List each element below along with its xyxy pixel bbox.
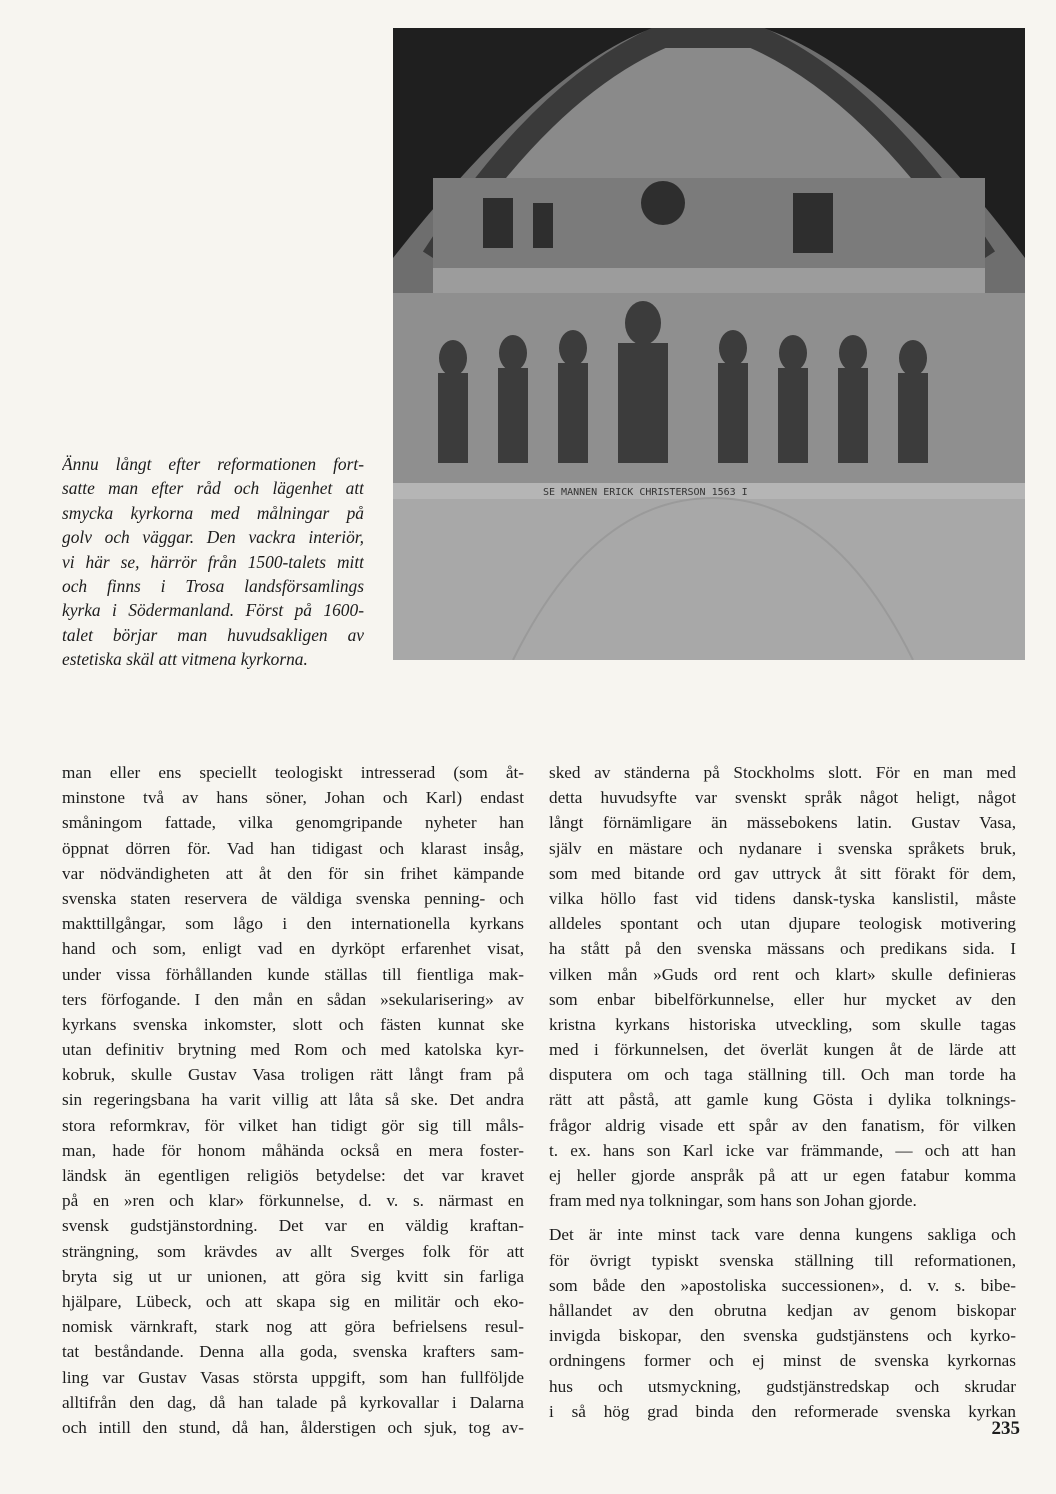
text-line: t. ex. hans son Karl icke var främmande, — och att han (549, 1140, 1016, 1160)
photo-caption (62, 452, 364, 672)
text-line: för övrigt typiskt svenska ställning till reformationen, (549, 1250, 1016, 1270)
text-line: rätt att påstå, att gamle kung Gösta i dylika tolknings- (549, 1090, 1016, 1110)
text-line: disputera om och taga ställning till. Och man torde ha (549, 1065, 1016, 1085)
text-line: tat beståndande. Denna alla goda, svenska krafters sam- (62, 1342, 524, 1362)
text-line: sked av ständerna på Stockholms slott. För en man med (549, 763, 1016, 782)
text-line: man eller ens speciellt teologiskt intresserad (som åt- (62, 763, 524, 782)
text-line: ling var Gustav Vasas största uppgift, som han fullföljde (62, 1367, 524, 1387)
caption-line: talet börjar man huvudsakligen av (62, 624, 364, 645)
caption-line: estetiska skäl att vitmena kyrkorna. (62, 649, 308, 670)
caption-line: smycka kyrkorna med målningar på (62, 502, 364, 523)
paragraph-gap (549, 1213, 1016, 1222)
body-text-left-column (62, 760, 524, 1440)
text-line: som med bitande ord gav uttryck åt sitt förakt för dem, (549, 863, 1016, 883)
text-line: vilka höllo fast vid tidens dansk-tyska kanslistil, måste (549, 888, 1016, 908)
text-line: hus och utsmyckning, gudstjänstredskap och skrudar (549, 1376, 1016, 1396)
text-line: på en »ren och klar» förkunnelse, d. v. s. närmast en (62, 1191, 524, 1211)
text-line: bryta sig ut ur unionen, att göra sig kvitt sin farliga (62, 1266, 524, 1286)
mural-inscription: SE MANNEN ERICK CHRISTERSON 1563 I (543, 487, 748, 498)
caption-line: vi här se, härrör från 1500-talets mitt (62, 551, 364, 572)
text-line: invigda biskopar, den svenska gudstjänstens och kyrko- (549, 1326, 1016, 1346)
text-line: hållandet av den obrutna kedjan av genom biskopar (549, 1300, 1016, 1320)
text-line: själv en mästare och nydanare i svenska språkets bruk, (549, 838, 1016, 858)
text-line: svenska staten reservera de väldiga svenska penning- och (62, 888, 524, 908)
text-line: detta huvudsyfte var svenskt språk något heligt, något (549, 788, 1016, 808)
text-line: alldeles spontant och utan djupare teologisk motivering (549, 914, 1016, 934)
text-line: strängning, som krävdes av allt Sverges folk för att (62, 1241, 524, 1261)
text-line: nomisk värnkraft, stark nog att göra befrielsens resul- (62, 1317, 524, 1337)
text-line: hand och som, enligt vad en dyrköpt erfarenhet visat, (62, 939, 524, 959)
text-line: hjälpare, Lübeck, och att skapa sig en militär och eko- (62, 1291, 524, 1311)
text-line: under vissa förhållanden kunde ställas till fientliga mak- (62, 964, 524, 984)
text-line: kyrkans svenska inkomster, slott och fästen kunnat ske (62, 1014, 524, 1034)
caption-line: Ännu långt efter reformationen fort- (62, 454, 364, 474)
text-line: man, hade för honom måhända också en mera foster- (62, 1140, 524, 1160)
text-line: öppnat dörren för. Vad han tidigast och klarast insåg, (62, 838, 524, 858)
text-line: var nödvändigheten att åt den för sin frihet kämpande (62, 863, 524, 883)
text-line: sin regeringsbana ha varit villig att låta så ske. Det andra (62, 1090, 524, 1110)
text-line: ha stått på den svenska mässans och predikans sida. I (549, 939, 1016, 959)
text-line: ländsk än egentligen religiös betydelse: det var kravet (62, 1166, 524, 1185)
page-number: 235 (991, 1418, 1020, 1439)
text-line: utan definitiv brytning med Rom och med katolska kyr- (62, 1040, 524, 1060)
text-line: Det är inte minst tack vare denna kungens sakliga och (549, 1225, 1016, 1245)
text-line: fram med nya tolkningar, som hans son Johan gjorde. (549, 1191, 917, 1211)
mural-illustration (393, 28, 1025, 660)
text-line: vilken mån »Guds ord rent och klart» skulle definieras (549, 964, 1016, 984)
text-line: makttillgångar, som lågo i den internationella kyrkans (62, 914, 524, 934)
caption-line: golv och väggar. Den vackra interiör, (62, 527, 364, 548)
church-mural-photo (393, 28, 1025, 660)
caption-line: satte man efter råd och lägenhet att (62, 478, 364, 499)
text-line: kristna kyrkans historiska utveckling, som skulle tagas (549, 1014, 1016, 1034)
text-line: svensk gudstjänstordning. Det var en väldig kraftan- (62, 1216, 524, 1236)
text-line: kobruk, skulle Gustav Vasa troligen rätt långt fram på (62, 1065, 524, 1085)
text-line: med i förkunnelsen, det överlät kungen åt de lärde att (549, 1040, 1016, 1060)
text-line: stora reformkrav, för vilket han tidigt gör sig till måls- (62, 1115, 524, 1135)
text-line: ej heller gjorde anspråk på att ur egen fatabur komma (549, 1166, 1016, 1185)
caption-line: och finns i Trosa landsförsamlings (62, 575, 364, 596)
text-line: i så hög grad binda den reformerade svenska kyrkan (549, 1401, 1016, 1421)
text-line: minstone två av hans söner, Johan och Karl) endast (62, 788, 524, 808)
text-line: långt förnämligare än mässebokens latin. Gustav Vasa, (549, 813, 1016, 833)
text-line: ters förfogande. I den mån en sådan »sekularisering» av (62, 989, 524, 1009)
text-line: som både den »apostoliska successionen», d. v. s. bibe- (549, 1275, 1016, 1295)
text-line: småningom fattade, vilka genomgripande nyheter han (62, 813, 524, 833)
caption-line: kyrka i Södermanland. Först på 1600- (62, 600, 364, 621)
text-line: alltifrån den dag, då han talade på kyrkovallar i Dalarna (62, 1392, 524, 1412)
text-line: och intill den stund, då han, ålderstigen och sjuk, tog av- (62, 1417, 524, 1437)
body-text-right-column (549, 760, 1016, 1424)
text-line: frågor aldrig visade ett spår av den fanatism, för vilken (549, 1115, 1016, 1135)
text-line: som enbar bibelförkunnelse, eller hur mycket av den (549, 989, 1016, 1009)
text-line: ordningens former och ej minst de svenska kyrkornas (549, 1351, 1016, 1371)
